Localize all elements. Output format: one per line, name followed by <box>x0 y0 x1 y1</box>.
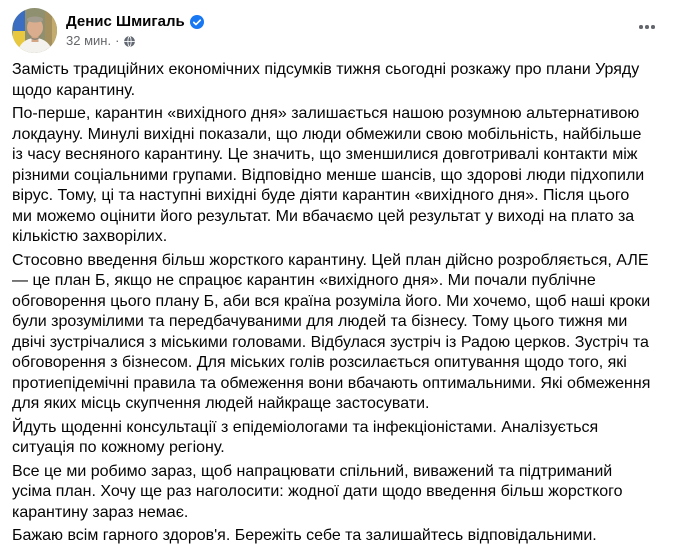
post-menu-button[interactable] <box>631 13 663 41</box>
post-paragraph: По-перше, карантин «вихідного дня» залишається нашою розумною альтернативою локдауну. Минулі вихідні показали, що люди обмежили свою мобільність, найбільше із часу весняного карантину. Це значить, що зменшилися довготривалі контакти між різними соціальними групами. Відповідно менше шансів, що здорові люди підхопили вірус. Тому, ці та наступні вихідні буде діяти карантин «вихідного дня». Після цього ми можемо оцінити його результат. Ми вбачаємо цей результат у виході на плато за кількістю захворілих. <box>12 105 645 245</box>
post-paragraph: Стосовно введення більш жорсткого карантину. Цей план дійсно розробляється, АЛЕ — це план Б, якщо не спрацює карантин «вихідного дня». Ми почали публічне обговорення цього плану Б, аби вся країна розуміла його. Ми хочемо, щоб наші кроки були зрозумілими та передбачуваними для людей та бізнесу. Тому цього тижня ми двічі зустрічалися з міськими головами. Відбулася зустріч із Радою церков. Зустріч та обговорення з бізнесом. Для міських голів розсилається опитування щодо того, які протиепідемічні правила та обмеження вони вбачають оптимальними. Які обмеження для яких місць скупчення людей найкраще застосувати. <box>12 251 651 412</box>
post-paragraph: Замість традиційних економічних підсумків тижня сьогодні розкажу про плани Уряду щодо карантину. <box>12 61 640 99</box>
globe-public-icon <box>123 35 136 48</box>
post-meta <box>66 33 204 49</box>
ellipsis-menu-icon <box>639 25 655 29</box>
post-paragraph: Все це ми робимо зараз, щоб напрацювати спільний, виважений та підтриманий усіма план. Хочу ще раз наголосити: жодної дати щодо введення більш жорсткого карантину зараз немає. <box>12 462 623 521</box>
timestamp[interactable]: 32 мин. <box>66 33 112 48</box>
meta-separator: · <box>115 33 120 48</box>
author-name[interactable]: Денис Шмигаль <box>66 13 185 30</box>
verified-badge-icon <box>190 15 204 29</box>
name-row <box>66 12 204 31</box>
avatar-image <box>12 8 57 53</box>
avatar[interactable] <box>12 8 57 53</box>
post-header <box>0 0 675 53</box>
post-paragraph: Йдуть щоденні консультації з епідеміологами та інфекціоністами. Аналізується ситуація по кожному регіону. <box>12 418 599 456</box>
post-body <box>0 53 675 547</box>
post-paragraph: Бажаю всім гарного здоров'я. Бережіть себе та залишайтесь відповідальними. <box>12 527 597 544</box>
header-text <box>66 8 204 49</box>
